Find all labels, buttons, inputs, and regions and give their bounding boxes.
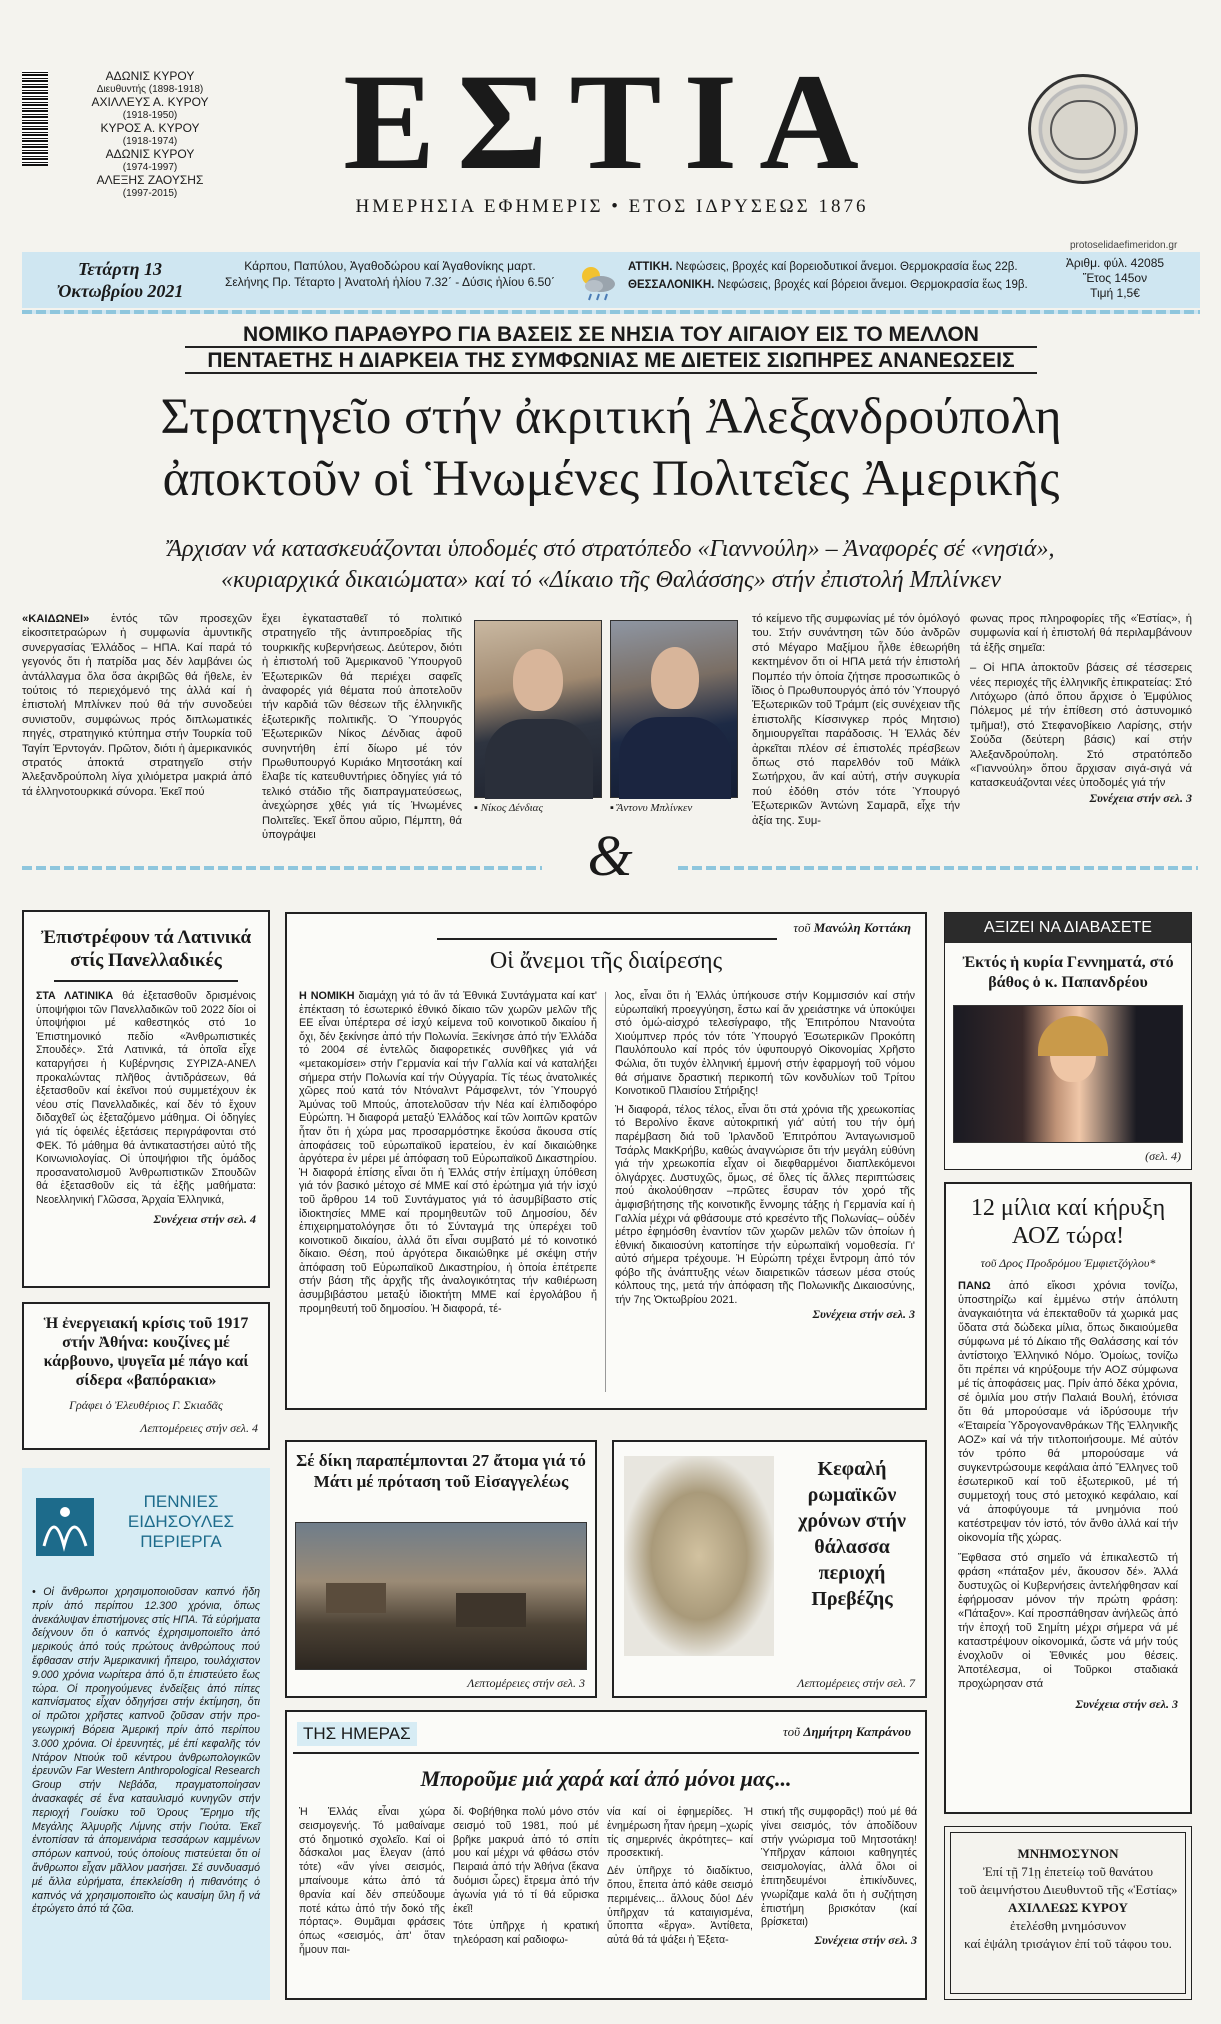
coin-figure-icon (1050, 100, 1116, 160)
section-header: ΤΗΣ ΗΜΕΡΑΣ (297, 1722, 417, 1746)
photo-caption: ▪ Ἄντονυ Μπλίνκεν (610, 802, 693, 814)
byline: τοῦ Δρος Προδρόμου Ἐμφιετζόγλου* (980, 1256, 1156, 1270)
hair (1038, 1016, 1108, 1056)
article-column: φωνας προς πληροφορίες τῆς «Ἑστίας», ἡ συμφωνία καί ἡ ἐπιστολή θά περιλαμβάνουν τά ἑξῆς σημεῖα: – Οἱ ΗΠΑ ἀποκτοῦν βάσεις σέ τέσσερεις νέες περιοχές τῆς ἑλληνικῆς ἐπικρατείας: Στό Λιτόχωρο (ἀπό ὅπου ἄρχισε ὁ Ἐμφύλιος Πόλεμος μέ τήν ἐπίθεση στό ἀστυνομικό τμῆμα!), στό Στεφανοβίκειο Λαρίσης, στήν Σούδα (δεύτερη βάσις) καί στήν Ἀλεξανδρούπολη. Στό στρατόπεδο «Γιαννούλη» ὅπου ἄρχισαν σιγά-σιγά νά κατασκευάζονται νέες ὑποδομές γιά τήν Συνέχεια στήν σελ. 3 (970, 613, 1192, 805)
kicker: ΝΟΜΙΚΟ ΠΑΡΑΘΥΡΟ ΓΙΑ ΒΑΣΕΙΣ ΣΕ ΝΗΣΙΑ ΤΟΥ ΑΙΓΑΙΟΥ ΕΙΣ ΤΟ ΜΕΛΛΟΝ (243, 323, 979, 346)
opinion-article (285, 912, 927, 1410)
burned-car (326, 1583, 386, 1613)
continued-link[interactable]: Συνέχεια στήν σελ. 3 (812, 1306, 915, 1321)
article-column: Η ΝΟΜΙΚΗ διαμάχη γιά τό ἄν τά Ἐθνικά Συντάγματα καί κατ' ἐπέκταση τό ἐσωτερικό ἐθνικό δίκαιο τῶν χωρῶν μελῶν τῆς ΕΕ εἶναι ὑπέρτερα σέ ἰσχύ κείμενα τοῦ κοινοτικοῦ δικαίου ἤ ὄχι, δέν ξεκίνησε ἀπό τήν Πολωνία. Ξεκίνησε ἀπό τήν Ἑλλάδα τό 2004 σέ ἐντελῶς διαφορετικές συνθῆκες γιά νά «μετακομίσει» στήν Γερμανία καί τήν Γαλλία καί νά καταλήξει σήμερα στήν Πολωνία καί τήν Οὐγγαρία. Τίς τέως ἀνατολικές χῶρες πού κατά τόν Ντόναλντ Ράμσφελντ, τόν Ὑπουργό Ἀμύνας τοῦ Μπούς, ἀποτελοῦσαν τήν Νέα καί ἐλπιδοφόρο Εὐρώπη. Ἡ διαφορά μεταξύ Ἑλλάδος καί τῶν λοιπῶν κρατῶν ἦταν ὅτι ἡ χώρα μας προσαρμόστηκε ἔκούσα ἄκουσα στίς ἀποφάσεις τοῦ εὐρωπαϊκοῦ ἱερατείου, ἐν καί δικαιώθηκε ἀργότερα ἐν μέρει μέ ἀπόφαση τοῦ Εὐρωπαϊκοῦ Δικαστηρίου. Ἡ διαφορά ἐπίσης εἶναι ὅτι ἡ Ἑλλάς στήν ἐπίμαχη ὑπόθεση γιά τόν βασικό μέτοχο σέ ΜΜΕ καί στό ἐρώτημα γιά τήν ἰσχύ τοῦ ἄρθρου 14 τοῦ Συντάγματος γιά τό ἀσυμβίβαστο στίς ἰδιοκτησίες ΜΜΕ καί προμηθευτῶν τοῦ Δημοσίου, δέν ἐπιχειρηματολόγησε ὅτι τό Σύνταγμά της ὑπερέχει τοῦ κοινοτικοῦ δικαίου, ἀλλά ὅτι εἶναι συμβατό μέ τό κοινοτικό δίκαιο. Θέση, πού ἀργότερα δικαιώθηκε μέ σκέψη στήν ἀπόφαση τοῦ Εὐρωπαϊκοῦ Δικαστηρίου, ἡ ὁποία ἐπέτρεπε στήν βάση τῆς ἀρχῆς τῆς ἀναλογικότητας τήν καθιέρωση ἀσυμβιβάστου μεταξύ ἰδιοκτήτη ΜΜΕ καί ἐργολάβου ἤ προμηθευτή τοῦ δημοσίου. Ἡ διαφορά, τέ- (299, 990, 597, 1315)
masthead-subtitle: ΗΜΕΡΗΣΙΑ ΕΦΗΜΕΡΙΣ • ΕΤΟΣ ΙΔΡΥΣΕΩΣ 1876 (355, 196, 869, 217)
roman-head-article (612, 1440, 927, 1698)
founder: ΑΛΕΞΗΣ ΖΑΟΥΣΗΣ (1997-2015) (96, 173, 204, 199)
calendar-info: Κάρπου, Παπύλου, Ἀγαθοδώρου καί Ἀγαθονίκης μαρτ. Σελήνης Πρ. Τέταρτο | Ἀνατολή ἡλίου 7.32΄ - Δύσις ἡλίου 6.50΄ (225, 259, 555, 289)
memorial-notice (944, 1826, 1192, 2000)
article-body: ΠΑΝΩ ἀπό εἴκοσι χρόνια τονίζω, ὑποστηρίζω καί ἐμμένω στήν ἀπόλυτη ἀναγκαιότητα νά ἐπεκταθοῦν τά χωρικά μας ὕδατα στά δώδεκα μίλια, ὅπως δικαιούμεθα σύμφωνα μέ τό Δίκαιο τῆς Θαλάσσης καί τόν ἀντίστοιχο Ἑλληνικό Νόμο. Ὁμοίως, τονίζω ὅτι πρέπει νά κηρύξουμε τήν ΑΟΖ σύμφωνα μέ τίς ἀποφάσεις μας. Πρίν ἀπό δέκα χρόνια, σέ ὁμιλία μου στήν Παλαιά Βουλή, ἐτόνισα ὅτι θά μπορούσαμε νά ἱδρύσουμε τήν «Ἑταιρεία Ὑδρογονανθράκων Τῆς Ἑλληνικῆς ΑΟΖ» καί νά τήν τιτλοποιήσουμε. Μέ αὐτόν τόν τρόπο θά μπορούσαμε νά συγκεντρώσουμε κεφάλαια ἀπό Ἕλληνες τοῦ ἐσωτερικοῦ καί τοῦ ἐξωτερικοῦ, μέ τή συμμετοχή τους στό μετοχικό κεφάλαιο, καί νά ἀποφύγουμε τά μνημόνια πού κατέστρεψαν τόν ἱστό, τόν ἄνθο ἀλλά καί τήν οἰκονομία τῆς χώρας. (958, 1280, 1178, 1544)
founders-list (82, 70, 218, 200)
weather-forecast: ΑΤΤΙΚΗ. Νεφώσεις, βροχές καί βορειοδυτικοί ἄνεμοι. Θερμοκρασία ἕως 22β. ΘΕΣΣΑΛΟΝΙΚΗ. Νεφώσεις, βροχές καί βόρειοι ἄνεμοι. Θερμοκρασία ἕως 19β. (628, 261, 1028, 291)
photo-dendias (474, 620, 602, 798)
continued-link[interactable]: Λεπτομέρειες στήν σελ. 7 (797, 1676, 915, 1690)
box-title: ΠΕΝΝΙΕΣ ΕΙΔΗΣΟΥΛΕΣ ΠΕΡΙΕΡΓΑ (127, 1492, 235, 1551)
deck: Ἄρχισαν νά κατασκευάζονται ὑποδομές στό στρατόπεδο «Γιαννούλη» – Ἀναφορές σέ «νησιά», «κυριαρχικά δικαιώματα» καί τό «Δίκαιο τῆς Θαλάσσης» στήν ἐπιστολή Μπλίνκεν (167, 536, 1055, 593)
issue-date: Τετάρτη 13 Ὀκτωβρίου 2021 (56, 259, 184, 301)
article-title: 12 μίλια καί κήρυξη ΑΟΖ τώρα! (970, 1195, 1166, 1249)
news-logo-icon (36, 1498, 94, 1556)
burned-car (456, 1593, 526, 1627)
continued-link[interactable]: Συνέχεια στήν σελ. 3 (814, 1933, 917, 1948)
article-body: Ἔφθασα στό σημεῖο νά ἐπικαλεστῶ τή φράση «πάταξον μέν, ἄκουσον δέ». Ἀλλά δυστυχῶς οἱ Κυβερνήσεις ἀντελήφθησαν καί ἐφήρμοσαν μόνον τήν πρώτη φράση: «Πάταξον». Καί προσπάθησαν ἀνήλεῶς ἀπό τήν ἐποχή τοῦ Σημίτη μέχρι σήμερα νά μέ καταστρέψουν οἰκονομικά, ὥστε νά μήν τούς ἐνοχλοῦν οἱ Ἐθνικές μου θέσεις. Ἀποτέλεσμα, οἱ Τοῦρκοι σταδιακά προχώρησαν στά (958, 1552, 1178, 1690)
divider (437, 938, 777, 940)
photo-blinken (610, 620, 738, 798)
brief-news (22, 1468, 270, 2000)
column-rule (605, 992, 606, 1392)
founder: ΚΥΡΟΣ Α. ΚΥΡΟΥ (1918-1974) (100, 121, 200, 147)
latin-article (22, 910, 270, 1288)
divider (22, 866, 542, 870)
article-title: Σέ δίκη παραπέμπονται 27 ἄτομα γιά τό Μάτι μέ πρόταση τοῦ Εἰσαγγελέως (296, 1451, 586, 1491)
continued-link[interactable]: Συνέχεια στήν σελ. 3 (1075, 1697, 1178, 1711)
article-body: • Οἱ ἄνθρωποι χρησιμοποιοῦσαν καπνό ἤδη πρίν ἀπό περίπου 12.300 χρόνια, ὅπως ἀνεκάλυψαν ἐπιστήμονες στίς ΗΠΑ. Τά εὑρήματα δείχνουν ὅτι ὁ καπνός ἐχρησιμοποιεῖτο ἀπό μερικούς ἀπό τούς πρώτους ἀνθρώπους πού ἔφθασαν στήν Ἀμερικανική ἤπειρο, τουλάχιστον 9.000 χρόνια νωρίτερα ἀπό ὅ,τι ἐπιστεύετο ἕως τώρα. Οἱ προηγούμενες ἐνδείξεις ἀπό πίπες καπνίσματος εἶχαν ὁδηγήσει στήν ἐκτίμηση, ὅτι οἱ πρῶτοι χρῆστες καπνοῦ ζοῦσαν στήν προ-γεωγρική Βόρεια Ἀμερική πρίν ἀπό περίπου 3.000 χρόνια. Οἱ ἐρευνητές, μέ ἐπί κεφαλῆς τόν Ντάρον Ντιούκ τοῦ κέντρου ἀνθρωπολογικῶν ἐρευνῶν Far Western Anthropological Research Group στήν Νεβάδα, πραγματοποίησαν ἀνασκαφές σέ ἕνα καταυλισμό κυνηγῶν στήν περιοχή Γουίσκυ τοῦ Ὁρους Ἔρημο τῆς Μεγάλης Ἁλμυρῆς Λίμνης στήν Γιούτα. Ἐκεῖ ἐντοπίσαν τά ἀπομεινάρια τεσσάρων καμμένων σπόρων καπνού, τούς ὁποίους πιστεύεται ὅτι οἱ ἄνθρωποι εἶχαν μᾶλλον μασήσει. Σέ συνδυασμό μέ ἄλλα εὑρήματα, ἐπεκλείσθη ἡ πιθανότης ὁ καπνός νά χρησιμοποιεῖτο ὡς καυσίμη ὕλη ἤ νά ἐτρώγετο ἀπό τά ζῶα. (32, 1586, 260, 1916)
miles-article (944, 1182, 1192, 1814)
article-title: Ἡ ἐνεργειακή κρίσις τοῦ 1917 στήν Ἀθήνα: κουζίνες μέ κάρβουνο, ψυγεῖα μέ πάγο καί σίδερα «βαπόρακια» (43, 1315, 249, 1389)
divider (293, 1752, 919, 1754)
issue-info: Ἀριθμ. φύλ. 42085 Ἔτος 145ον Τιμή 1,5€ (1065, 256, 1165, 300)
ampersand-ornament: & (587, 823, 633, 888)
article-title: Οἱ ἄνεμοι τῆς διαίρεσης (489, 948, 723, 974)
photo-gennimata (953, 1005, 1183, 1143)
article-column: Ἡ Ἑλλάς εἶναι χώρα σεισμογενής. Τό μαθαίναμε στό δημοτικό σχολεῖο. Καί οἱ δάσκαλοι μας ἔλεγαν (ἀπό τότε) «ἄν γίνει σεισμός, μπαίνουμε κάτω ἀπό τά θρανία καί δέν σπεύδουμε ποτέ κάτω ἀπό τήν δοκό τῆς πόρτας». Θυμᾶμαι φράσεις όπως «σεισμός, ἀπ' ὅταν ἦμουν παι- (299, 1806, 445, 1956)
box-header: ΑΞΙΖΕΙ ΝΑ ΔΙΑΒΑΣΕΤΕ (945, 913, 1191, 943)
article-column: ἔχει ἐγκατασταθεῖ τό πολιτικό στρατηγεῖο τῆς ἀντιπροεδρίας τῆς τουρκικῆς κυβερνήσεως. Δεύτερον, διότι ἡ ἐπιστολή τοῦ Ἀμερικανοῦ Ὑπουργοῦ Ἐξωτερικῶν θά περιέχει σαφεῖς ἀναφορές γιά θέματα πού ἀποτελοῦν τήν καρδιά τῶν θέσεων τῆς ἑλληνικῆς ἐξωτερικῆς πολιτικῆς. Ὁ Ὑπουργός Ἐξωτερικῶν Νίκος Δένδιας ἀφοῦ συνηντήθη ἐπί δίωρο μέ τόν Πρωθυπουργό Κυριάκο Μητσοτάκη καί ἔλαβε τίς κατευθυντήριες ὁδηγίες γιά τό τελικό στάδιο τῆς διαπραγματεύσεως, ἀνεχώρησε χθές γιά τίς Ἡνωμένες Πολιτεῖες. Ἐκεῖ ὅπου αὔριο, Πέμπτη, θά ὑπογράψει (262, 613, 462, 842)
article-body: ΣΤΑ ΛΑΤΙΝΙΚΑ θά ἐξετασθοῦν δρισμένοις ὑποψήφιοι τῶν Πανελλαδικῶν τοῦ 2022 δίοι οἱ ὑποψήφιοι μέ καθεστηκός στό 1ο Ἐπιστημονικό πεδίο «Ἀνθρωπιστικές Σπουδές». Στά Λατινικά, τά ὁποῖα εἶχε καταργήσει ἡ Κυβέρνησις ΣΥΡΙΖΑ-ΑΝΕΛ προκαλώντας πλῆθος ἀντιδράσεων, θά ἐξετασθοῦν καί ἐκεῖνοι πού συμμετέχουν ἐκ νέου στίς Πανελλαδικές, καί δέν τό ἔχουν διδαχθεῖ ὡς ἐξεταζόμενο μάθημα. Οἱ ὁδηγίες γιά τίς ὁφειλές ἐξετάσεις περιγράφονται στό ΦΕΚ. Τό μάθημα θά ἀντικαταστήσει αὐτό τῆς Κοινωνιολογίας. Οἱ ὑποψήφιοι τῆς ὁμάδος προσανατολισμοῦ Ἀνθρωπιστικῶν Σπουδῶν θά ἐξετασθοῦν εἰς τά ἑξῆς μαθήματα: Νεοελληνική Γλῶσσα, Ἀρχαία Ἑλληνικά, (36, 990, 257, 1206)
continued-link[interactable]: Συνέχεια στήν σελ. 4 (153, 1211, 256, 1226)
photo-caption: ▪ Νίκος Δένδιας (474, 802, 543, 814)
energy-article (22, 1302, 270, 1450)
article-column: νία καί οἱ ἐφημερίδες. Ἡ ἐνημέρωση ἦταν ἡρεμη –χωρίς τίς σημερινές ἀκρότητες– καί προσεκτική. Δέν ὑπῆρχε τό διαδίκτυο, ὅπου, ἔπειτα ἀπό κάθε σεισμό περιμένεις... ἄλλους δύο! Δέν ὑπῆρχαν τά καταιγισμένα, ὕποπτα «ἔργα». Ἀντίθετα, αὐτά θά τά ψάξει ἡ Ἐξετα- (607, 1806, 753, 1947)
article-column: δί. Φοβήθηκα πολύ μόνο στόν σεισμό τοῦ 1981, πού μέ βρῆκε μακρυά ἀπό τό σπίτι μου καί μέχρι νά φθάσω στόν Πειραιά ἀπό τήν Ἀθήνα (ἔκανα δυόμισι ὧρες) ἔτρεμα ἀπό τήν ἀγωνία γιά τό τί θά εὕρισκα ἐκεῖ! Τότε ὑπῆρχε ἡ κρατική τηλεόραση καί ραδιοφω- (453, 1806, 599, 1947)
mati-article (285, 1440, 597, 1698)
weather-cloud-sun-icon (575, 260, 619, 304)
article-column: τό κείμενο τῆς συμφωνίας μέ τόν ὁμόλογό του. Στήν συνάντηση τῶν δύο ἀνδρῶν στό Μέγαρο Μαξίμου ἦλθε ἐθεωρήθη κεκτημένον ὅτι οἱ ΗΠΑ μετά τήν ἐπιστολή Πομπέο τήν ὁποία ζήτησε προσωπικῶς ὁ ἴδιος ὁ Πρωθυπουργός ἀπό τόν Ὑπουργό Ἐξωτερικῶν τοῦ Τράμπ (εἰς συνέχειαν τῆς ἐπιστολῆς Κίσσινγκερ πρός Μητσιο) δημιουργεῖται παράδοσις. Ἡ Ἑλλάς δέν ἀρκεῖται πλέον σέ ἐπιστολές πρέσβεων ὅπως στό παρελθόν τοῦ Μάϊκλ Σωτήρχου, ἄν καί αὐτή, στήν συγκυρία πού ἐδόθη στόν τότε Ὑπουργό Ἐξωτερικῶν Ἀντώνη Σαμαρᾶ, εἶχε τήν ἀξία της. Συμ- (752, 613, 960, 827)
article-column: στική τῆς συμφορᾶς!) πού μέ θά γίνει σεισμός, τόν ἀποδίδουν στήν γνώρισμα τοῦ Μητσοτάκη! Ὑπῆρχαν κάποιοι καθηγητές σεισμολογίας, ἀλλά ὄλοι οἱ ἐπιτηδευμένοι ἐπικίνδυνες, γνωρίζαμε καλά ὅτι ἡ συζήτηση ἐπιστήμη βρισκόταν (καί βρίσκεται) Συνέχεια στήν σελ. 3 (761, 1806, 917, 1948)
main-headline: Στρατηγεῖο στήν ἀκριτική Ἀλεξανδρούπολη ἀποκτοῦν οἱ Ἡνωμένες Πολιτεῖες Ἀμερικῆς (160, 389, 1062, 507)
suit (485, 719, 593, 799)
suit (619, 717, 731, 799)
article-column: «ΚΑΙΔΩΝΕΙ» ἐντός τῶν προσεχῶν εἰκοσιτετραώρων ἡ συμφωνία ἀμυντικῆς συνεργασίας Ἑλλάδος – ΗΠΑ. Καί παρά τό γεγονός ὅτι ἡ πατρίδα μας δέν λαμβάνει ὡς ἀντάλλαγμα ὅλα ὅσα ἀκριβῶς θά ἤθελε, ἐν τούτοις τό περιεχόμενό της ἀλλά καί ἡ ἐπιστολή Μπλίνκεν πού θά τήν συνοδεύει συνιστοῦν, συμφώνως πρός διπλωματικές πηγές, στρατηγικό κτύπημα στήν Τουρκία τοῦ Ταγίπ Ἐρντογάν. Πρῶτον, διότι ἡ ἀμερικανικός στρατός ἀποκτά στρατηγεῖο στήν Ἀλεξανδρούπολη λίγα χιλιόμετρα μακριά ἀπό τά ἑλληνοτουρκικά σύνορα. Ἐκεῖ πού (22, 613, 252, 798)
kicker: ΠΕΝΤΑΕΤΗΣ Η ΔΙΑΡΚΕΙΑ ΤΗΣ ΣΥΜΦΩΝΙΑΣ ΜΕ ΔΙΕΤΕΙΣ ΣΙΩΠΗΡΕΣ ΑΝΑΝΕΩΣΕΙΣ (207, 349, 1015, 372)
continued-link[interactable]: Λεπτομέρειες στήν σελ. 4 (140, 1421, 258, 1435)
today-column (285, 1710, 927, 2000)
founder: ΑΔΩΝΙΣ ΚΥΡΟΥ Διευθυντής (1898-1918) (96, 69, 204, 95)
divider (54, 980, 238, 982)
newspaper-logo: ΕΣΤΙΑ (343, 45, 881, 198)
memorial-text: ΜΝΗΜΟΣΥΝΟΝ Ἐπί τῇ 71ῃ ἐπετείῳ τοῦ θανάτου τοῦ ἀειμνήστου Διευθυντοῦ τῆς «Ἑστίας» ΑΧΙΛΛΕΩΣ ΚΥΡΟΥ ἐτελέσθη μνημόσυνον καί ἐψάλη τρισάγιον ἐπί τοῦ τάφου του. (958, 1846, 1178, 1951)
article-title: Μποροῦμε μιά χαρά καί ἀπό μόνοι μας... (420, 1766, 792, 1791)
source-site: protoselidaefimeridon.gr (1070, 240, 1178, 251)
divider (678, 866, 1198, 870)
continued-link[interactable]: Λεπτομέρειες στήν σελ. 3 (467, 1676, 585, 1690)
page-ref[interactable]: (σελ. 4) (1145, 1149, 1181, 1163)
photo-burned-area (295, 1522, 587, 1670)
divider (22, 310, 1200, 314)
article-title: Ἐκτός ἡ κυρία Γεννηματά, στό βάθος ὁ κ. Παπανδρέου (962, 954, 1174, 991)
face (651, 647, 699, 709)
face (513, 649, 563, 711)
founder: ΑΧΙΛΛΕΥΣ Α. ΚΥΡΟΥ (1918-1950) (91, 95, 209, 121)
author: Γράφει ὁ Ἐλευθέριος Γ. Σκιαδᾶς (69, 1398, 223, 1412)
article-title: Κεφαλή ρωμαϊκῶν χρόνων στήν θάλασσα περιοχή Πρεβέζης (798, 1458, 906, 1610)
underline (185, 372, 1037, 374)
barcode (22, 70, 48, 166)
byline: τοῦ Μανώλη Κοττάκη (793, 920, 911, 935)
continued-link[interactable]: Συνέχεια στήν σελ. 3 (1089, 790, 1192, 805)
article-column: λος, εἶναι ὅτι ἡ Ἑλλάς ὑπήκουσε στήν Κομμισσιόν καί στήν εὐρωπαϊκή προεγγύηση, ἔστω καί ἄν χρειάστηκε νά ὑποκύψει στό ὀμώ-αἰσχρό τελεσίγραφο, τῆς Ἐπιτρόπου Ντανούτα Χιούμπνερ πρός τόν τότε Ὑπουργό Ἐσωτερικῶν Προκόπη Παυλόπουλο καί πρός τόν ὑφυπουργό Οἰκονομίας Χρῆστο Φώλια, ὅτι τυχόν ἑλληνική ἐμμονή στήν ἐφαρμογή τοῦ νόμου θά σήμαινε δραστική περικοπή τῶν κονδυλίων τοῦ Τρίτου Κοινοτικοῦ Πλαισίου Στήριξης! Ἡ διαφορά, τέλος τέλος, εἶναι ὅτι στά χρόνια τῆς χρεωκοπίας τό Βερολίνο ἔκανε αὐτοκριτική γιά' αὐτή του τήν ὁμή παρέμβαση διά τοῦ Ἰρλανδοῦ Ἐπιτρόπου Ἀνταγωνισμοῦ Τσάρλς ΜακΚρήβυ, καθώς ἀναγνώρισε ὅτι τήν μεγάλη εὐθύνη γιά τήν χρεωκοπία εἶχαν οἱ διεφθαρμένοι διαπλεκόμενοι ὀλιγάρχες. Δυστυχῶς, ὅμως, σέ ὅλες τίς ἄλλες περιπτώσεις πού ἀκολούθησαν –πρῶτες ἔσυραν τόν χορό τῆς ἀμφισβήτησης τῆς κοινοτικῆς ἔννομης τάξης ἡ Γερμανία καί ἡ Γαλλία μέχρι νά φθάσουμε στό κρεσέντο τῆς Πολωνίας– οὐδέν μέτρο ἐφημόσθη ἐναντίον τῶν χωρῶν μελῶν τῶν ὁποίων ἡ ἐθνική δικαιοσύνη κατοπίησε τήν εὐρωπαϊκή νομοθεσία. Γι' αὐτό σήμερα τρέχουμε. Ἡ Εὐρώπη τρέχει ἔντρομη ἀπό τόν φόβο τῆς ἀνάπτυξης νέων διαιρετικῶν τάσεων μέσα στούς κόλπους της, μετά τήν ἀπόφαση τῆς Πολωνικῆς Δικαιοσύνης, τήν 7ης Ὀκτωβρίου 2021. Συνέχεια στήν σελ. 3 (615, 990, 915, 1321)
photo-roman-head (624, 1456, 774, 1656)
must-read-box (944, 912, 1192, 1170)
founder: ΑΔΩΝΙΣ ΚΥΡΟΥ (1974-1997) (105, 147, 195, 173)
byline: τοῦ Δημήτρη Καπράνου (783, 1724, 911, 1739)
article-title: Ἐπιστρέφουν τά Λατινικά στίς Πανελλαδικές (40, 927, 252, 971)
